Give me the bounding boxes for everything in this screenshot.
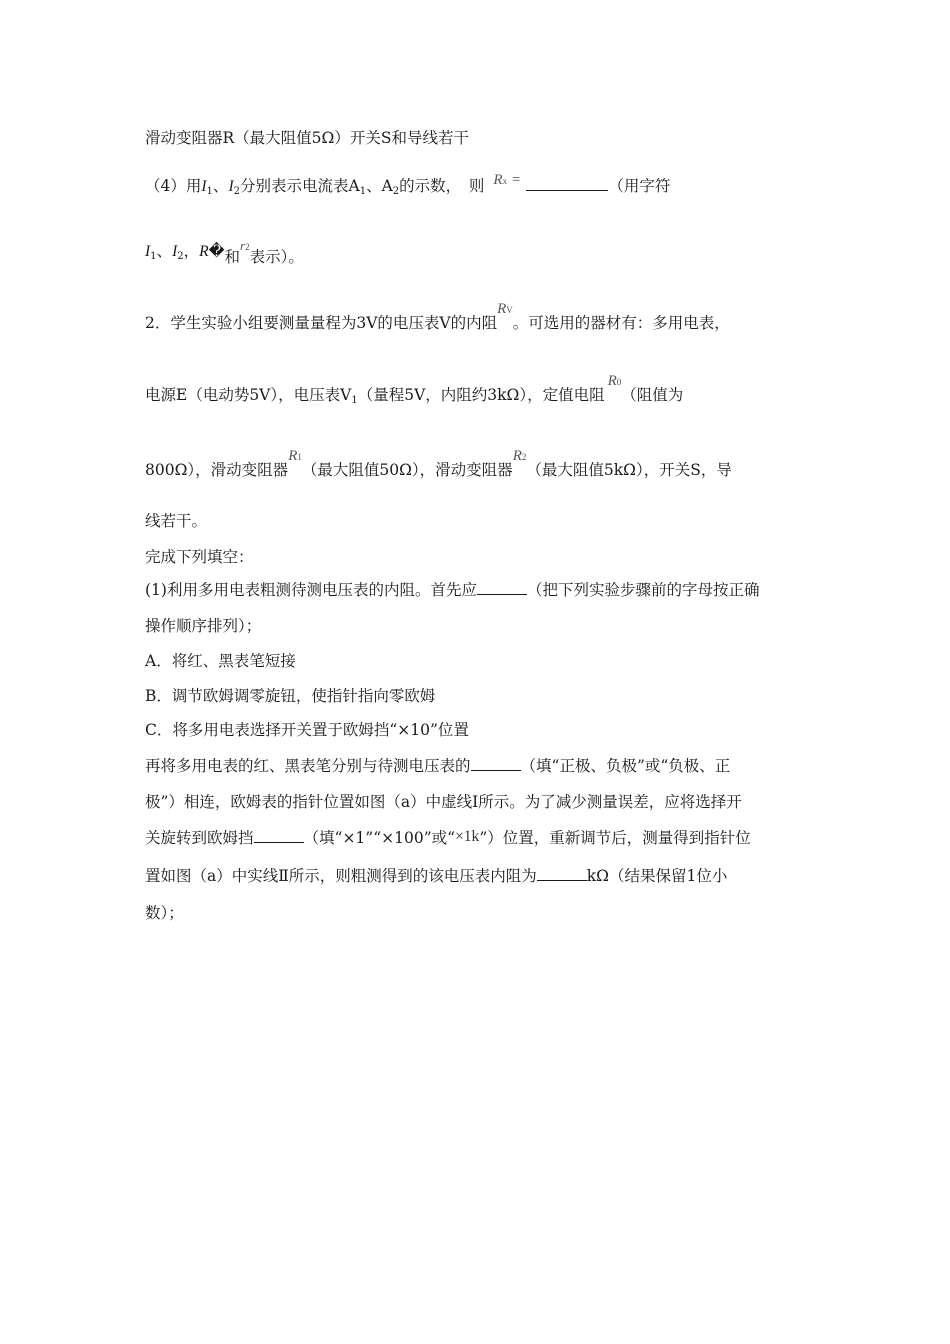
text-line	[145, 720, 469, 740]
text-span: 、	[212, 177, 229, 195]
option-c: C．将多用电表选择开关置于欧姆挡“×10”位置	[145, 721, 469, 739]
text-span: （最大阻值5kΩ），开关S，导	[526, 461, 732, 479]
formula-r2	[240, 235, 250, 257]
answer-blank[interactable]	[254, 828, 304, 843]
text-span: 800Ω），滑动变阻器	[145, 461, 289, 479]
math-var: R	[512, 448, 522, 464]
text-span: 2．学生实验小组要测量量程为3V的电压表V的内阻	[145, 314, 498, 332]
text-span: （阻值为	[621, 386, 684, 404]
text-line	[145, 616, 261, 636]
math-var: I	[172, 243, 178, 260]
text-line	[145, 511, 207, 531]
text-span: 表示）。	[249, 248, 304, 266]
option-b: B．调节欧姆调零旋钮，使指针指向零欧姆	[145, 687, 436, 705]
text-span: 操作顺序排列）；	[145, 617, 262, 635]
text-line	[145, 828, 751, 849]
math-var: R	[288, 448, 298, 464]
text-line	[145, 547, 254, 567]
subscript: V	[506, 305, 513, 315]
math-label: ×1k	[455, 828, 480, 845]
formula-r2-resistor	[513, 445, 527, 467]
text-line	[145, 866, 727, 886]
text-span: ，	[183, 242, 200, 260]
text-span: （用字符	[608, 177, 671, 195]
subscript: 2	[392, 186, 400, 197]
subscript: 1	[150, 251, 157, 262]
subscript: 1	[297, 452, 302, 462]
text-span: 线若干。	[145, 512, 208, 530]
text-span: （填“×1”“×100”或“	[303, 829, 456, 847]
garbled-glyph: �	[208, 242, 225, 260]
formula-rx	[493, 169, 520, 191]
formula-r0	[608, 370, 622, 392]
subscript: 1	[206, 186, 213, 197]
math-var: I	[228, 178, 234, 195]
subscript: 2	[233, 186, 240, 197]
text-line	[145, 686, 435, 706]
text-line	[145, 128, 469, 148]
subscript: 2	[521, 452, 527, 462]
math-var: R	[607, 373, 617, 389]
text-line	[145, 238, 304, 267]
text-span: 再将多用电表的红、黑表笔分别与待测电压表的	[145, 757, 471, 775]
text-span: （4）用	[145, 177, 202, 195]
text-line	[145, 301, 730, 335]
text-span: 置如图（a）中实线Ⅱ所示，则粗测得到的该电压表内阻为	[145, 867, 537, 885]
text-line	[145, 651, 296, 671]
math-var: I	[201, 178, 207, 195]
text-span: 。可选用的器材有：多用电表，	[512, 314, 730, 332]
answer-blank[interactable]	[537, 866, 587, 881]
text-span: （最大阻值50Ω），滑动变阻器	[301, 461, 513, 479]
text-span: kΩ（结果保留1位小	[586, 867, 728, 885]
option-a: A．将红、黑表笔短接	[145, 652, 296, 670]
text-span: （量程5V，内阻约3kΩ），定值电阻	[357, 386, 605, 404]
answer-blank[interactable]	[477, 580, 527, 595]
text-span: （把下列实验步骤前的字母按正确	[526, 581, 760, 599]
subscript: 0	[616, 377, 622, 387]
equals-sign: =	[511, 172, 521, 188]
text-span: （填“正极、负极”或“负极、正	[520, 757, 731, 775]
text-span: 的示数， 则	[399, 177, 485, 195]
subscript: 1	[359, 186, 367, 197]
math-var: r	[240, 238, 246, 253]
text-span: 、	[156, 242, 173, 260]
text-line	[145, 580, 759, 600]
subscript: 1	[351, 395, 358, 406]
text-line	[145, 756, 730, 776]
text-span: 和	[224, 248, 241, 266]
text-span: 电源E（电动势5V），电压表V	[145, 386, 352, 404]
subscript: x	[502, 176, 508, 186]
text-span: 关旋转到欧姆挡	[145, 829, 254, 847]
text-line	[145, 448, 732, 482]
answer-blank[interactable]	[526, 176, 608, 191]
text-span: 完成下列填空：	[145, 548, 254, 566]
text-line	[145, 792, 742, 812]
formula-r1	[288, 445, 302, 467]
text-span: 极”）相连，欧姆表的指针位置如图（a）中虚线Ⅰ所示。为了减少测量误差，应将选择开	[145, 793, 742, 811]
text-span: 、A	[366, 177, 393, 195]
subscript: 2	[245, 242, 250, 252]
math-var: R	[493, 172, 503, 188]
formula-rv	[497, 298, 513, 320]
math-var: R	[199, 243, 209, 260]
subscript: 2	[177, 251, 184, 262]
text-span: (1)利用多用电表粗测待测电压表的内阻。首先应	[145, 581, 477, 599]
text-span: 分别表示电流表A	[239, 177, 360, 195]
text-span: ”）位置，重新调节后，测量得到指针位	[479, 829, 751, 847]
text-span: 滑动变阻器R（最大阻值5Ω）开关S和导线若干	[145, 129, 470, 147]
text-span: 数）；	[145, 904, 184, 922]
math-var: I	[145, 243, 151, 260]
text-line	[145, 903, 184, 923]
math-var: R	[497, 301, 507, 317]
text-line	[145, 172, 671, 202]
text-line	[145, 373, 684, 411]
answer-blank[interactable]	[471, 756, 521, 771]
